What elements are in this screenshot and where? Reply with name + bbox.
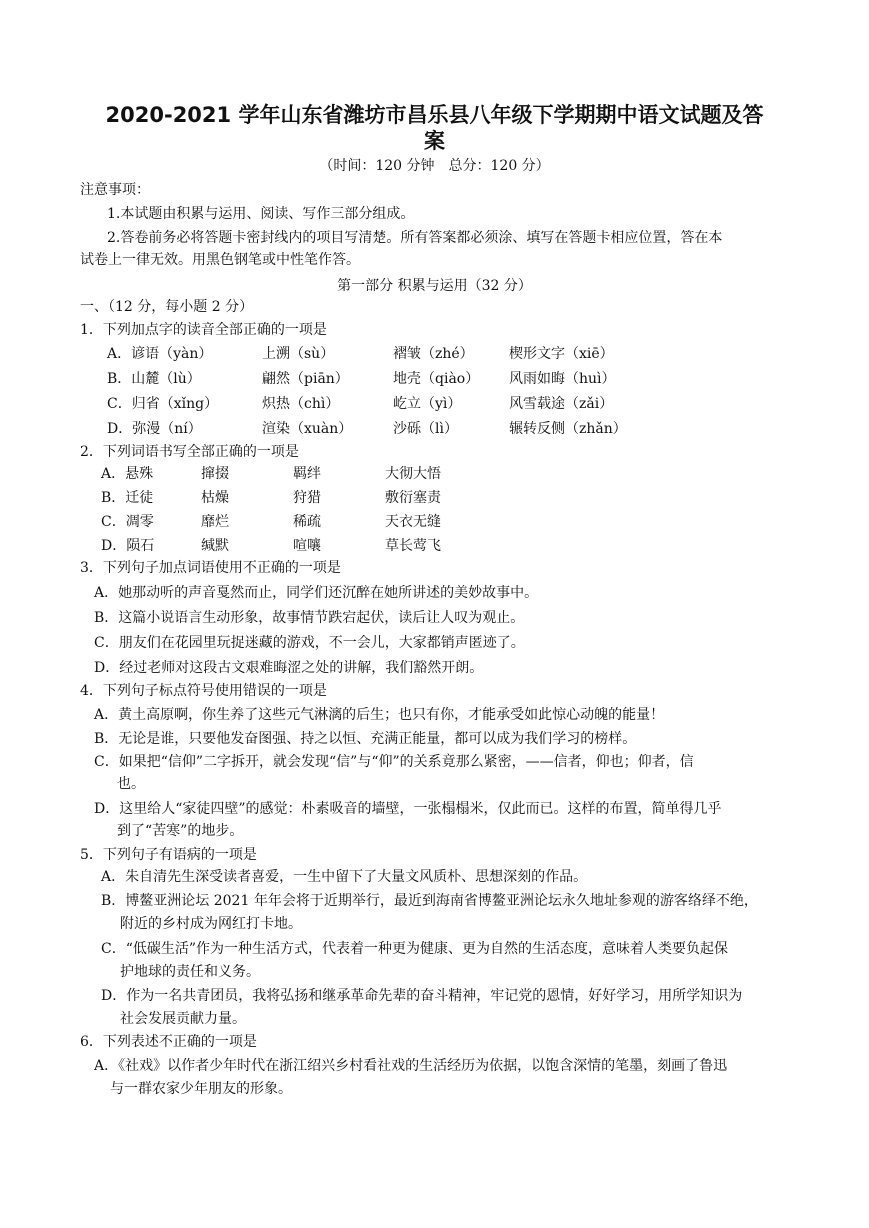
q1-option-c-2: 炽热（chì） (262, 396, 340, 412)
q6-option-a-line2: 与一群农家少年朋友的形象。 (110, 1081, 292, 1097)
exam-title-line2: 案 (424, 129, 445, 153)
q3-option-b: B．这篇小说语言生动形象，故事情节跌宕起伏，读后让人叹为观止。 (94, 610, 525, 626)
q5-option-c-line1: C．“低碳生活”作为一种生活方式，代表着一种更为健康、更为自然的生活态度，意味着人类要负起保 (101, 941, 729, 957)
q1-option-a-4: 楔形文字（xiē） (509, 346, 614, 362)
question-4-stem: 4．下列句子标点符号使用错误的一项是 (80, 683, 327, 699)
q1-option-d-2: 渲染（xuàn） (262, 421, 353, 437)
exam-title-line1: 2020-2021 学年山东省潍坊市昌乐县八年级下学期期中语文试题及答 (105, 103, 764, 127)
notice-item-1: 1.本试题由积累与运用、阅读、写作三部分组成。 (107, 206, 415, 222)
q1-option-a-1: A．谚语（yàn） (107, 346, 213, 362)
q2-option-d-1: D．陨石 (101, 538, 155, 554)
q5-option-c-line2: 护地球的责任和义务。 (120, 964, 260, 980)
q4-option-d-line1: D．这里给人“家徒四壁”的感觉：朴素吸音的墙壁，一张榻榻米，仅此而已。这样的布置，简单得几乎 (94, 801, 722, 817)
q4-option-d-line2: 到了“苦寒”的地步。 (117, 823, 244, 839)
q1-option-d-1: D．弥漫（ní） (107, 421, 202, 437)
q1-option-c-3: 屹立（yì） (393, 396, 462, 412)
q1-option-b-4: 风雨如晦（huì） (509, 371, 616, 387)
q5-option-a: A．朱自清先生深受读者喜爱，一生中留下了大量文风质朴、思想深刻的作品。 (101, 869, 588, 885)
q2-option-a-1: A．悬殊 (101, 466, 154, 482)
q2-option-c-2: 靡烂 (201, 514, 229, 530)
q3-option-a: A．她那动听的声音戛然而止，同学们还沉醉在她所讲述的美妙故事中。 (94, 585, 539, 601)
part-one-heading: 第一部分 积累与运用（32 分） (337, 278, 532, 294)
q2-option-d-4: 草长莺飞 (385, 538, 441, 554)
q1-option-b-1: B．山麓（lù） (107, 371, 201, 387)
q1-option-b-3: 地壳（qiào） (393, 371, 480, 387)
q2-option-a-4: 大彻大悟 (385, 466, 441, 482)
q2-option-b-3: 狩猎 (293, 490, 321, 506)
question-1-stem: 1．下列加点字的读音全部正确的一项是 (80, 322, 327, 338)
question-5-stem: 5．下列句子有语病的一项是 (80, 847, 257, 863)
q2-option-c-4: 天衣无缝 (385, 514, 441, 530)
q1-option-c-4: 风雪载途（zǎi） (509, 396, 614, 412)
q2-option-b-1: B．迁徒 (101, 490, 154, 506)
q2-option-c-1: C．凋零 (101, 514, 154, 530)
q5-option-b-line1: B．博鳌亚洲论坛 2021 年年会将于近期举行，最近到海南省博鳌亚洲论坛永久地址参观的游客络绎不绝， (101, 893, 758, 909)
time-and-score: （时间：120 分钟 总分：120 分） (319, 158, 550, 174)
q1-option-a-2: 上溯（sù） (262, 346, 335, 362)
q1-option-b-2: 翩然（piān） (262, 371, 349, 387)
q1-option-a-3: 褶皱（zhé） (393, 346, 474, 362)
q4-option-c-line2: 也。 (117, 776, 145, 792)
notice-heading: 注意事项： (80, 182, 150, 198)
notice-item-2-line2: 试卷上一律无效。用黑色钢笔或中性笔作答。 (80, 252, 360, 268)
q3-option-d: D．经过老师对这段古文艰难晦涩之处的讲解，我们豁然开朗。 (94, 660, 484, 676)
q4-option-c-line1: C．如果把“信仰”二字拆开，就会发现“信”与“仰”的关系竟那么紧密，——信者，仰也；仰者，信 (94, 754, 694, 770)
q2-option-d-2: 缄默 (201, 538, 229, 554)
q5-option-b-line2: 附近的乡村成为网红打卡地。 (120, 916, 302, 932)
question-6-stem: 6．下列表述不正确的一项是 (80, 1034, 257, 1050)
q2-option-a-2: 撺掇 (201, 466, 229, 482)
q3-option-c: C．朋友们在花园里玩捉迷藏的游戏，不一会儿，大家都销声匿迹了。 (94, 635, 525, 651)
q2-option-c-3: 稀疏 (293, 514, 321, 530)
q1-option-c-1: C．归省（xǐng） (107, 396, 219, 412)
notice-item-2-line1: 2.答卷前务必将答题卡密封线内的项目写清楚。所有答案都必须涂、填写在答题卡相应位置，答在本 (107, 230, 723, 246)
q4-option-b: B．无论是谁，只要他发奋图强、持之以恒、充满正能量，都可以成为我们学习的榜样。 (94, 731, 637, 747)
q1-option-d-4: 辗转反侧（zhǎn） (509, 421, 627, 437)
q2-option-b-2: 枯燥 (201, 490, 229, 506)
q2-option-b-4: 敷衍塞责 (385, 490, 441, 506)
q5-option-d-line1: D．作为一名共青团员，我将弘扬和继承革命先辈的奋斗精神，牢记党的恩情，好好学习，用所学知识为 (101, 988, 743, 1004)
question-3-stem: 3．下列句子加点词语使用不正确的一项是 (80, 560, 341, 576)
q6-option-a-line1: A．《社戏》以作者少年时代在浙江绍兴乡村看社戏的生活经历为依据，以饱含深情的笔墨，刻画了鲁迅 (94, 1058, 728, 1074)
q4-option-a: A．黄土高原啊，你生养了这些元气淋漓的后生；也只有你，才能承受如此惊心动魄的能量！ (94, 707, 665, 723)
q2-option-d-3: 喧嚷 (293, 538, 321, 554)
section-one-heading: 一、（12 分，每小题 2 分） (80, 299, 254, 315)
q1-option-d-3: 沙砾（lì） (393, 421, 458, 437)
q2-option-a-3: 羁绊 (293, 466, 321, 482)
question-2-stem: 2．下列词语书写全部正确的一项是 (80, 444, 299, 460)
q5-option-d-line2: 社会发展贡献力量。 (120, 1011, 246, 1027)
